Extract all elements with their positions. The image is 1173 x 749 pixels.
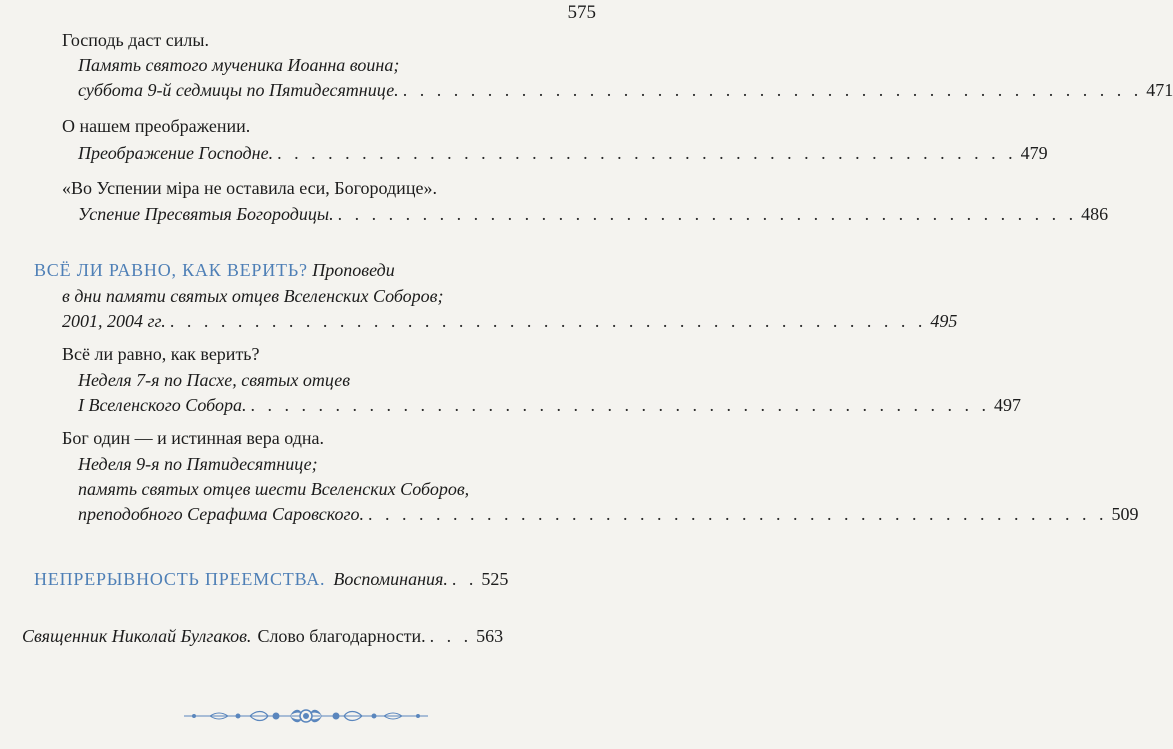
entry-title: Всё ли равно, как верить? [62,344,260,364]
section-subtitle: в дни памяти святых отцев Вселенских Соборов; [62,286,444,306]
toc-section [34,569,592,590]
page-number: 575 [567,2,596,23]
floral-ornament-icon [180,704,432,728]
entry-subtitle: Успение Пресвятыя Богородицы. [78,204,334,224]
entry-row [78,395,1021,416]
entry-subtitle: Преображение Господне. [78,143,274,163]
afterword-title: Слово благодарности. [257,626,426,646]
section-heading: ВСЁ ЛИ РАВНО, КАК ВЕРИТЬ? [34,260,308,280]
toc-entry [22,626,592,647]
entry-row [78,504,1139,525]
page-ref: 471 [1146,80,1173,100]
page-ref: 495 [930,311,958,331]
section-heading-line [34,260,395,281]
entry-subtitle: Неделя 7-я по Пасхе, святых отцев [78,370,351,390]
entry-title: «Во Успении міра не оставила еси, Богородице». [62,178,437,198]
entry-subtitle: Неделя 9-я по Пятидесятнице; [78,454,318,474]
entry-subtitle: преподобного Серафима Саровского. [78,504,364,524]
entry-title: О нашем преображении. [62,116,251,136]
dot-leader: . . . . . . . . . . . . . . . . . . . . . . . . . . . . . . . . . . . . . . . . . . . . [250,395,990,415]
section-subtitle: Воспоминания. [333,569,448,589]
dot-leader: . . . . . . . . . . . . . . . . . . . . . . . . . . . . . . . . . . . . . . . . . . . . [337,204,1078,224]
dot-leader: . . . [429,626,473,646]
dot-leader: . . . . . . . . . . . . . . . . . . . . . . . . . . . . . . . . . . . . . . . . . . . . [402,80,1143,100]
page-ref: 497 [993,395,1021,415]
entry-row [62,311,958,332]
entry-row [78,143,1048,164]
dot-leader: . . . . . . . . . . . . . . . . . . . . . . . . . . . . . . . . . . . . . . . . . . . . [277,143,1017,163]
entry-title: Господь даст силы. [62,30,209,50]
dot-leader: . . . . . . . . . . . . . . . . . . . . . . . . . . . . . . . . . . . . . . . . . . . . [367,504,1108,524]
entry-title: Бог один — и истинная вера одна. [62,428,325,448]
page-ref: 486 [1081,204,1109,224]
page-ref: 525 [481,569,509,589]
page-ref: 509 [1111,504,1139,524]
page-ref: 563 [476,626,504,646]
section-heading: НЕПРЕРЫВНОСТЬ ПРЕЕМСТВА. [34,569,326,589]
entry-subtitle: I Вселенского Собора. [78,395,247,415]
page-ref: 479 [1020,143,1048,163]
entry-row [78,80,1173,101]
afterword-author: Священник Николай Булгаков. [22,626,252,646]
entry-row [78,204,1109,225]
section-subtitle: Проповеди [312,260,395,280]
entry-subtitle: память святых отцев шести Вселенских Соборов, [78,479,470,499]
dot-leader: . . [451,569,478,589]
entry-subtitle: суббота 9-й седмицы по Пятидесятнице. [78,80,399,100]
dot-leader: . . . . . . . . . . . . . . . . . . . . . . . . . . . . . . . . . . . . . . . . . . . . . [169,311,927,331]
entry-subtitle: Память святого мученика Иоанна воина; [78,55,400,75]
section-subtitle: 2001, 2004 гг. [62,311,166,331]
